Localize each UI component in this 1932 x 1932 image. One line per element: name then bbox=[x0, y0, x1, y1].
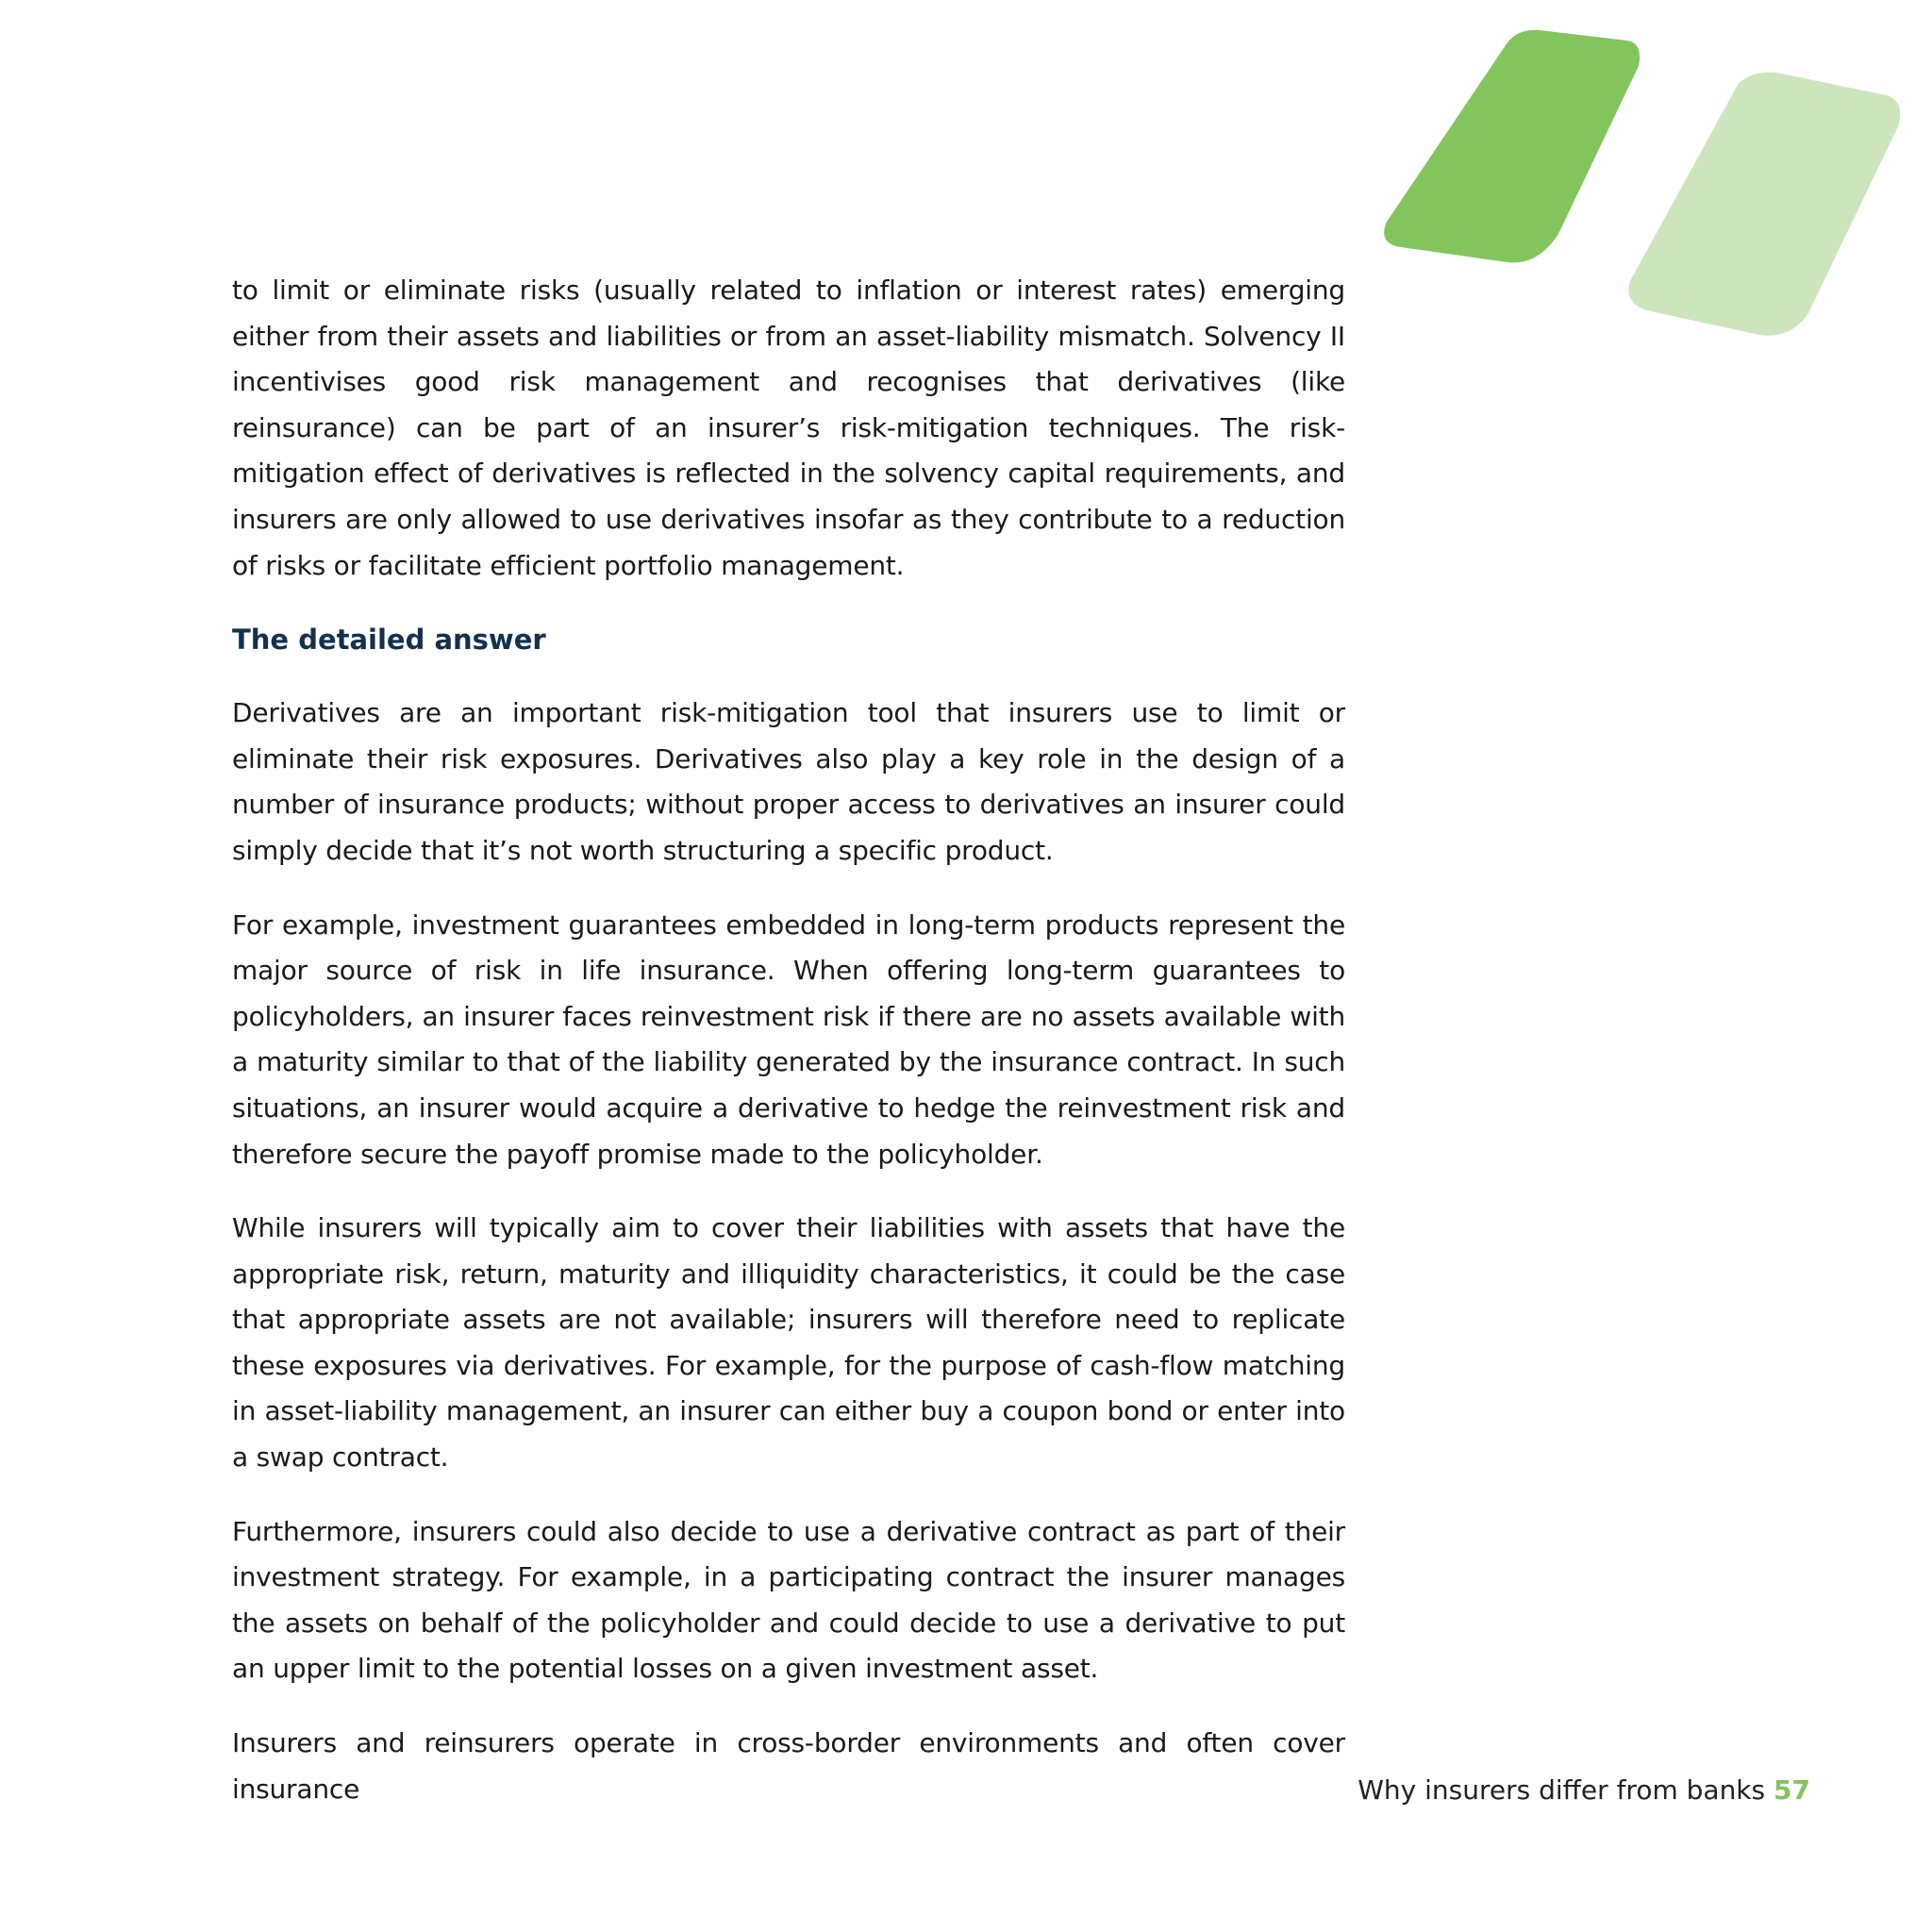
body-paragraph-1: to limit or eliminate risks (usually related to inflation or interest rates) emerging either from their assets and liabilities or from an asset-liability mismatch. Solvency II incentivises good risk management and recognises that derivatives (like reinsurance) can be part of an insurer’s risk-mitigation techniques. The risk-mitigation effect of derivatives is reflected in the solvency capital requirements, and insurers are only allowed to use derivatives insofar as they contribute to a reduction of risks or facilitate efficient portfolio management. bbox=[232, 275, 1345, 581]
footer-title: Why insurers differ from banks bbox=[1357, 1774, 1766, 1806]
body-paragraph-4: While insurers will typically aim to cover their liabilities with assets that have the appropriate risk, return, maturity and illiquidity characteristics, it could be the case that appropriate assets are not available; insurers will therefore need to replicate these exposures via derivatives. For example, for the purpose of cash-flow matching in asset-liability management, an insurer can either buy a coupon bond or enter into a swap contract. bbox=[232, 1212, 1345, 1474]
document-body bbox=[232, 268, 1345, 1840]
body-paragraph-3: For example, investment guarantees embedded in long-term products represent the major source of risk in life insurance. When offering long-term guarantees to policyholders, an insurer faces reinvestment risk if there are no assets available with a maturity similar to that of the liability generated by the insurance contract. In such situations, an insurer would acquire a derivative to hedge the reinvestment risk and therefore secure the payoff promise made to the policyholder. bbox=[232, 908, 1345, 1170]
light-green-parallelogram bbox=[1628, 72, 1900, 335]
dark-green-parallelogram bbox=[1384, 30, 1640, 263]
decorative-parallelograms-icon bbox=[1377, 28, 1906, 340]
section-heading: The detailed answer bbox=[232, 624, 546, 657]
page-number: 57 bbox=[1774, 1774, 1810, 1806]
body-paragraph-5: Furthermore, insurers could also decide to use a derivative contract as part of their investment strategy. For example, in a participating contract the insurer manages the assets on behalf of the policyholder and could decide to use a derivative to put an upper limit to the potential losses on a given investment asset. bbox=[232, 1515, 1345, 1685]
page-footer bbox=[1357, 1772, 1810, 1809]
body-paragraph-6: Insurers and reinsurers operate in cross-border environments and often cover insurance bbox=[232, 1727, 1345, 1805]
body-paragraph-2: Derivatives are an important risk-mitigation tool that insurers use to limit or eliminate their risk exposures. Derivatives also play a key role in the design of a number of insurance products; without proper access to derivatives an insurer could simply decide that it’s not worth structuring a specific product. bbox=[232, 697, 1345, 866]
